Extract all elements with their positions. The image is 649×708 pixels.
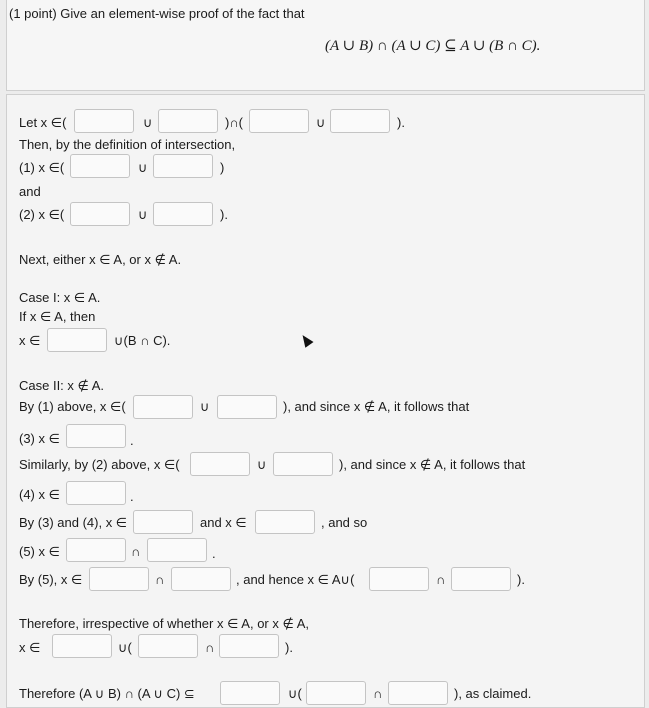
next-either-text: Next, either x ∈ A, or x ∉ A. [19, 252, 182, 267]
answer-box-3[interactable] [249, 109, 309, 133]
union-symbol: ∪ [143, 115, 153, 130]
answer-box-7[interactable] [70, 202, 130, 226]
answer-box-6[interactable] [153, 154, 213, 178]
step-3-label: (3) x ∈ [19, 431, 60, 446]
and-text: and [19, 184, 41, 199]
and-hence-text: , and hence x ∈ A∪( [236, 572, 355, 587]
by-3-and-4-text: By (3) and (4), x ∈ [19, 515, 128, 530]
answer-box-25[interactable] [138, 634, 198, 658]
question-statement: (A ∪ B) ∩ (A ∪ C) ⊆ A ∪ (B ∩ C). [325, 38, 541, 54]
therefore-final-text: Therefore (A ∪ B) ∩ (A ∪ C) ⊆ [19, 686, 195, 701]
answer-box-4[interactable] [330, 109, 390, 133]
period-text: . [130, 433, 134, 448]
close-period: ). [285, 640, 293, 655]
intersect-text: )∩( [225, 115, 244, 130]
union-symbol: ∪ [200, 399, 210, 414]
since-follows-text: ), and since x ∉ A, it follows that [283, 399, 470, 414]
step-2-label: (2) x ∈( [19, 207, 65, 222]
answer-box-21[interactable] [171, 567, 231, 591]
union-symbol: ∪ [138, 207, 148, 222]
since-follows-text: ), and since x ∉ A, it follows that [339, 457, 526, 472]
answer-box-11[interactable] [217, 395, 277, 419]
answer-box-5[interactable] [70, 154, 130, 178]
union-open-text: ∪( [118, 640, 132, 655]
case-1-heading: Case I: x ∈ A. [19, 290, 101, 305]
step-1-label: (1) x ∈( [19, 160, 65, 175]
answer-box-18[interactable] [66, 538, 126, 562]
similarly-text: Similarly, by (2) above, x ∈( [19, 457, 180, 472]
answer-box-15[interactable] [66, 481, 126, 505]
answer-box-1[interactable] [74, 109, 134, 133]
step-4-label: (4) x ∈ [19, 487, 60, 502]
answer-box-17[interactable] [255, 510, 315, 534]
answer-box-22[interactable] [369, 567, 429, 591]
x-in-label: x ∈ [19, 640, 41, 655]
step-5-label: (5) x ∈ [19, 544, 60, 559]
union-b-cap-c-text: ∪(B ∩ C). [114, 333, 171, 348]
union-symbol: ∪ [138, 160, 148, 175]
answer-box-28[interactable] [306, 681, 366, 705]
answer-box-13[interactable] [190, 452, 250, 476]
close-paren: ) [220, 160, 225, 175]
as-claimed-text: ), as claimed. [454, 686, 532, 701]
intersect-symbol: ∩ [373, 686, 383, 701]
union-symbol: ∪ [257, 457, 267, 472]
case-2-heading: Case II: x ∉ A. [19, 378, 105, 393]
answer-box-24[interactable] [52, 634, 112, 658]
answer-box-27[interactable] [220, 681, 280, 705]
intersect-symbol: ∩ [436, 572, 446, 587]
if-x-in-a-text: If x ∈ A, then [19, 309, 96, 324]
answer-box-10[interactable] [133, 395, 193, 419]
answer-box-8[interactable] [153, 202, 213, 226]
question-panel [6, 0, 645, 91]
answer-box-29[interactable] [388, 681, 448, 705]
by-5-text: By (5), x ∈ [19, 572, 83, 587]
answer-box-20[interactable] [89, 567, 149, 591]
answer-box-16[interactable] [133, 510, 193, 534]
intersect-symbol: ∩ [155, 572, 165, 587]
answer-box-9[interactable] [47, 328, 107, 352]
union-symbol: ∪ [316, 115, 326, 130]
answer-box-26[interactable] [219, 634, 279, 658]
intersect-symbol: ∩ [131, 544, 141, 559]
period-text: . [212, 546, 216, 561]
question-prompt: (1 point) Give an element-wise proof of the fact that [9, 6, 305, 21]
answer-box-14[interactable] [273, 452, 333, 476]
close-period: ). [397, 115, 405, 130]
period-text: . [130, 489, 134, 504]
answer-box-2[interactable] [158, 109, 218, 133]
intersect-symbol: ∩ [205, 640, 215, 655]
union-open-text: ∪( [288, 686, 302, 701]
and-x-in-text: and x ∈ [200, 515, 247, 530]
close-period: ). [220, 207, 228, 222]
x-in-label: x ∈ [19, 333, 41, 348]
let-x-text: Let x ∈( [19, 115, 67, 130]
close-period: ). [517, 572, 525, 587]
answer-box-19[interactable] [147, 538, 207, 562]
then-definition-text: Then, by the definition of intersection, [19, 137, 236, 152]
therefore-irrespective-text: Therefore, irrespective of whether x ∈ A, or x ∉ A, [19, 616, 309, 631]
and-so-text: , and so [321, 515, 368, 530]
by-1-above-text: By (1) above, x ∈( [19, 399, 126, 414]
answer-box-12[interactable] [66, 424, 126, 448]
answer-box-23[interactable] [451, 567, 511, 591]
